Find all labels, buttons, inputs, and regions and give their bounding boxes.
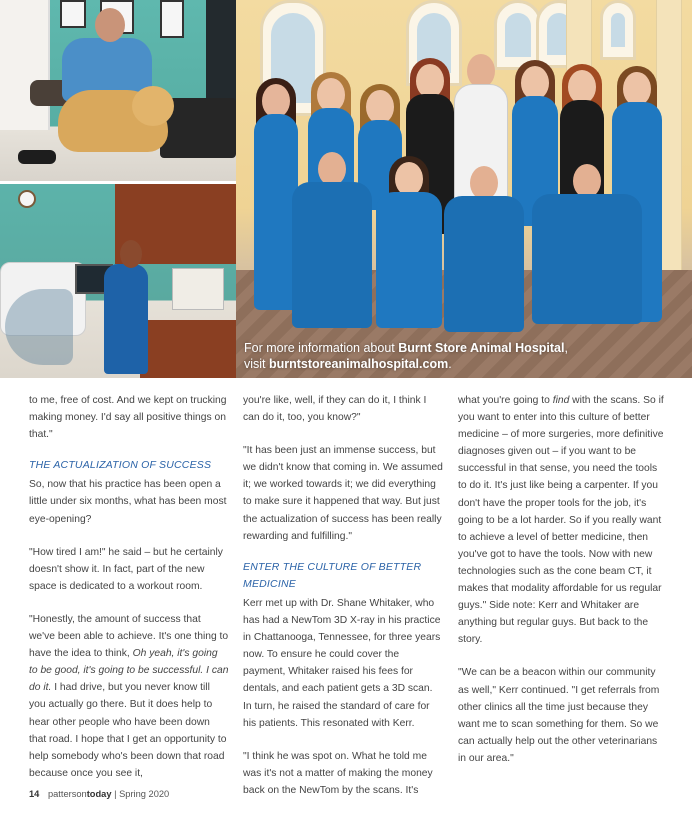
brand-part: patterson bbox=[47, 789, 87, 799]
issue-date: | Spring 2020 bbox=[111, 789, 170, 799]
paragraph: So, now that his practice has been open a little under six months, what has been most eye-opening? bbox=[29, 479, 227, 525]
page-footer bbox=[29, 789, 169, 799]
wall-frame bbox=[60, 0, 86, 28]
caption-line-1 bbox=[244, 340, 684, 356]
page-number: 14 bbox=[29, 789, 40, 799]
photo-lab bbox=[0, 184, 236, 378]
paragraph: to me, free of cost. And we kept on trucking making money. I'd say all positive things on that." bbox=[29, 395, 227, 441]
team-member-kneeling bbox=[532, 164, 642, 324]
paragraph: "How tired I am!" he said – but he certainly doesn't show it. In fact, part of the new space is dedicated to a workout room. bbox=[29, 546, 223, 592]
paragraph-emphasis: find bbox=[552, 395, 570, 406]
photo-team bbox=[236, 0, 692, 378]
person-head bbox=[95, 8, 125, 42]
paragraph-text: what you're going to bbox=[458, 395, 553, 406]
paragraph-text: "Honestly, the amount of success that we've been able to achieve. It's one thing to have the idea to think, bbox=[29, 613, 229, 660]
caption-text: . bbox=[448, 357, 452, 371]
publication-name bbox=[48, 789, 112, 799]
caption-text: For more information about bbox=[244, 341, 399, 355]
section-heading: ENTER THE CULTURE OF BETTER MEDICINE bbox=[243, 560, 422, 590]
paragraph: you're like, well, if they can do it, I think I can do it, too, you know?" bbox=[243, 395, 427, 424]
arched-window bbox=[600, 0, 636, 60]
caption-text: visit bbox=[244, 357, 269, 371]
paragraph bbox=[29, 611, 229, 782]
paragraph-text: with the scans. So if you want to enter into this culture of better medicine – of more surgeries, more definitive diagnoses given out – if you want to be successful in that sense, you need the tools to do it. It's just like being a carpenter. If you don't have the proper tools for the job, it's going to be a lot harder. So if you really want to achieve a level of better medicine, then you've got to have the tools. Now with new technologies such as the cone beam CT, it makes that modality affordable for us regular guys." Side note: Kerr and Whitaker are anything but regular guys. But back to the story. bbox=[458, 395, 664, 646]
brand-part-bold: today bbox=[86, 789, 112, 799]
paragraph-emphasis: Oh yeah, it's going to be good, it's going to be successful. I can do it. bbox=[29, 648, 229, 694]
wall-clock bbox=[18, 190, 36, 208]
text-column-3 bbox=[458, 392, 664, 783]
caption-hospital-name: Burnt Store Animal Hospital bbox=[398, 341, 565, 355]
caption-line-2 bbox=[244, 356, 684, 372]
scanner-window bbox=[5, 289, 73, 365]
technician-body bbox=[104, 264, 148, 374]
ct-scanner bbox=[0, 262, 86, 336]
photo-vet-with-dog bbox=[0, 0, 236, 181]
person-shoe bbox=[18, 150, 56, 164]
photo-caption bbox=[244, 340, 684, 372]
paragraph: "We can be a beacon within our community as well," Kerr continued. "I get referrals from other clinics all the time just because they want me to scan something for them. So we can actually help out the other veterinarians in our area." bbox=[458, 667, 660, 764]
photo-collage bbox=[0, 0, 692, 378]
caption-website: burntstoreanimalhospital.com bbox=[269, 357, 449, 371]
team-member-kneeling bbox=[376, 162, 442, 328]
wall-poster bbox=[206, 0, 236, 110]
team-member-kneeling bbox=[292, 152, 372, 328]
paragraph bbox=[458, 392, 664, 648]
wall-frame bbox=[160, 0, 184, 38]
door bbox=[0, 0, 50, 130]
technician-head bbox=[120, 240, 142, 268]
text-column-2 bbox=[243, 392, 443, 815]
team-member-kneeling bbox=[444, 166, 524, 332]
caption-text: , bbox=[564, 341, 568, 355]
paragraph: Kerr met up with Dr. Shane Whitaker, who has had a NewTom 3D X-ray in his practice in Chattanooga, Tennessee, for three years now. To ensure he could cover the payment, Whitaker raised his fees for dentals, and each patient gets a 3D scan. In turn, he raised the standard of care for his patients. This resonated with Kerr. bbox=[243, 597, 441, 729]
equipment-box bbox=[172, 268, 224, 310]
paragraph-text: I had drive, but you never know till you actually go there. But it does help to hear other people who have been down that road. I hope that I get an opportunity to help somebody who's been down that road because once you see it, bbox=[29, 682, 227, 779]
text-column-1 bbox=[29, 392, 229, 798]
section-heading: THE ACTUALIZATION OF SUCCESS bbox=[29, 459, 212, 472]
dog-head bbox=[132, 86, 174, 126]
lower-cabinet bbox=[140, 320, 236, 378]
paragraph: "It has been just an immense success, but we didn't know that coming in. We assumed it; we worked towards it; we did everything to make sure it happened that way. But just the actualization of success has been really rewarding and fulfilling." bbox=[243, 445, 443, 542]
paragraph: "I think he was spot on. What he told me was it's not a matter of making the money back on the NewTom by the scans. It's bbox=[243, 750, 433, 796]
